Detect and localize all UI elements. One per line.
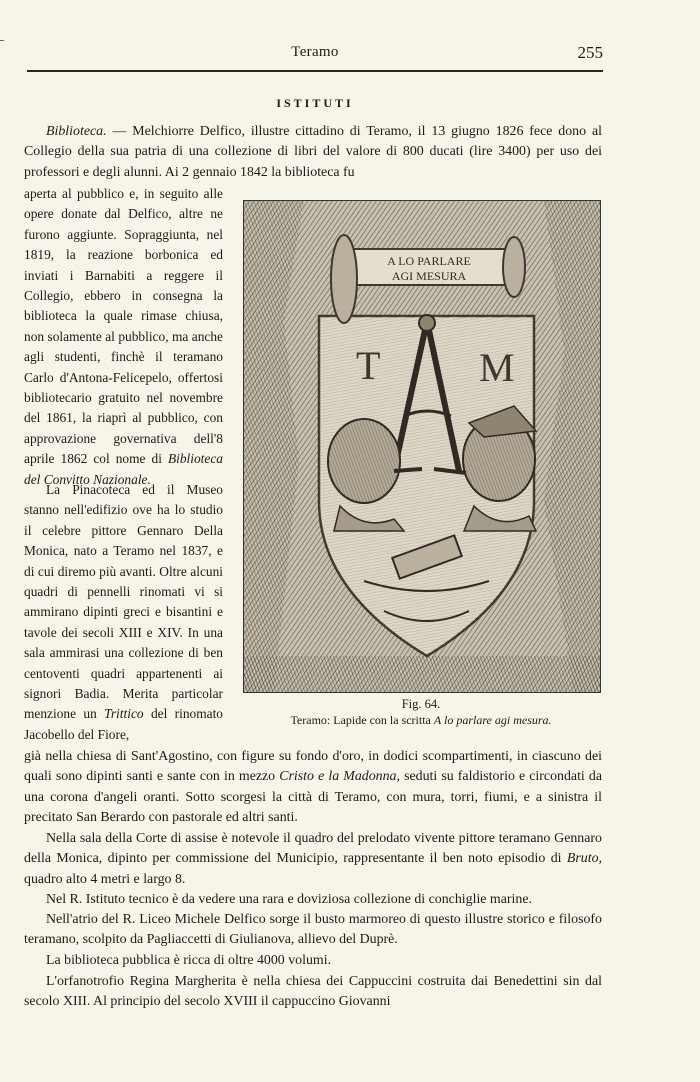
engraving-illustration [244,201,600,692]
paragraph-liceo: Nell'atrio del R. Liceo Michele Delfico sorge il busto marmoreo di questo illustre storico e filosofo teramano, scolpito da Pagliaccetti di Giulianova, allievo del Duprè. [24,912,602,948]
paragraph-istituto-tecnico: Nel R. Istituto tecnico è da vedere una rara e doviziosa collezione di conchiglie marine. [46,892,532,907]
painting-title: Bruto, [566,851,602,867]
artwork-title: Trittico [104,706,144,722]
figure-label: Fig. 64. [401,697,441,711]
paragraph-pinacoteca [24,480,223,745]
paragraph-corte-assise [24,829,602,890]
running-title: Teramo [291,44,339,60]
svg-text:M: M [479,345,515,390]
paragraph-text: già nella chiesa di Sant'Agostino, con figure su fondo d'oro, in dodici scompartimenti, in ciascuno dei quali sono dipinti santi e sante con in mezzo [24,749,602,785]
paragraph-orfanotrofio: L'orfanotrofio Regina Margherita è nella chiesa dei Cappuccini costruita dai Benedettini sin dal secolo XIII. Al principio del secolo XVIII il cappuccino Giovanni [24,974,602,1010]
scroll-text-line-2: AGI MESURA [391,269,467,283]
paragraph-biblioteca-pubblica: La biblioteca pubblica è ricca di oltre 4000 volumi. [46,953,332,968]
paragraph-text: aperta al pubblico e, in seguito alle opere donate dal Delfico, altre ne furono aggiunte. Sopraggiunta, nel 1819, la reazione borbonica ed inviati i Barnabiti a reggere il Collegio, ebbero in consegna la biblioteca la quale rimase chiusa, non solamente al pubblico, ma anche agli studenti, finchè il teramano Carlo d'Antona-Felicepelo, offertosi bibliotecario gratuito nel novembre del 1861, la riaprì al pubblico, con approvazione governativa dell'8 aprile 1862 col nome di [24,186,223,467]
paragraph-text: seduti su faldistorio e circondati da una corona d'angeli oranti. Sotto scorgesi la città di Teramo, con mura, torri, fiumi, e a sinistra il precitato San Berardo con pastorale ed altri santi. [24,769,603,826]
caption-text: Teramo: Lapide con la scritta [290,713,434,727]
svg-text:T: T [356,343,381,388]
paragraph-pinacoteca-continued [24,747,602,829]
paragraph-biblioteca-continued [24,184,223,490]
paragraph-text: La Pinacoteca ed il Museo stanno nell'edifizio ove ha lo studio il celebre pittore Gennaro Della Monica, nato a Teramo nel 1837, e di cui diremo più avanti. Oltre alcuni quadri di pennelli rinomati vi si ammirano dipinti greci e bisantini e tavole dei secoli XIII e XIV. In una sala ammirasi una collezione di ben centoventi quadri appartenenti ai signori Badia. Merita particolar menzione un [24,482,223,722]
library-name: Biblioteca del Convitto Nazionale. [24,451,223,487]
paragraph-label: Biblioteca. [46,124,107,139]
engraving-figure [243,200,601,693]
running-header [27,44,603,68]
figure-caption [243,713,599,728]
artwork-subject: Cristo e la Madonna, [279,769,400,785]
caption-motto: A lo parlare agi mesura. [433,713,552,727]
paragraph-text: quadro alto 4 metri e largo 8. [24,871,186,887]
margin-mark [0,40,4,41]
paragraph-text: del rinomato Jacobello del Fiore, [24,706,223,742]
paragraph-biblioteca-intro [24,122,602,183]
page-number: 255 [577,43,603,62]
section-title: ISTITUTI [276,96,354,110]
paragraph-text: — Melchiorre Delfico, illustre cittadino di Teramo, il 13 giugno 1826 fece dono al Collegio della sua patria di una collezione di libri del valore di 800 ducati (lire 3400) per uso dei professori e degli alunni. Ai 2 gennaio 1842 la biblioteca fu [24,124,602,180]
scroll-text-line-1: A LO PARLARE [387,254,471,268]
paragraph-text: Nella sala della Corte di assise è notevole il quadro del prelodato vivente pittore teramano Gennaro della Monica, dipinto per commissione del Municipio, rappresentante il ben noto episodio di [24,831,602,867]
header-rule [27,70,603,72]
